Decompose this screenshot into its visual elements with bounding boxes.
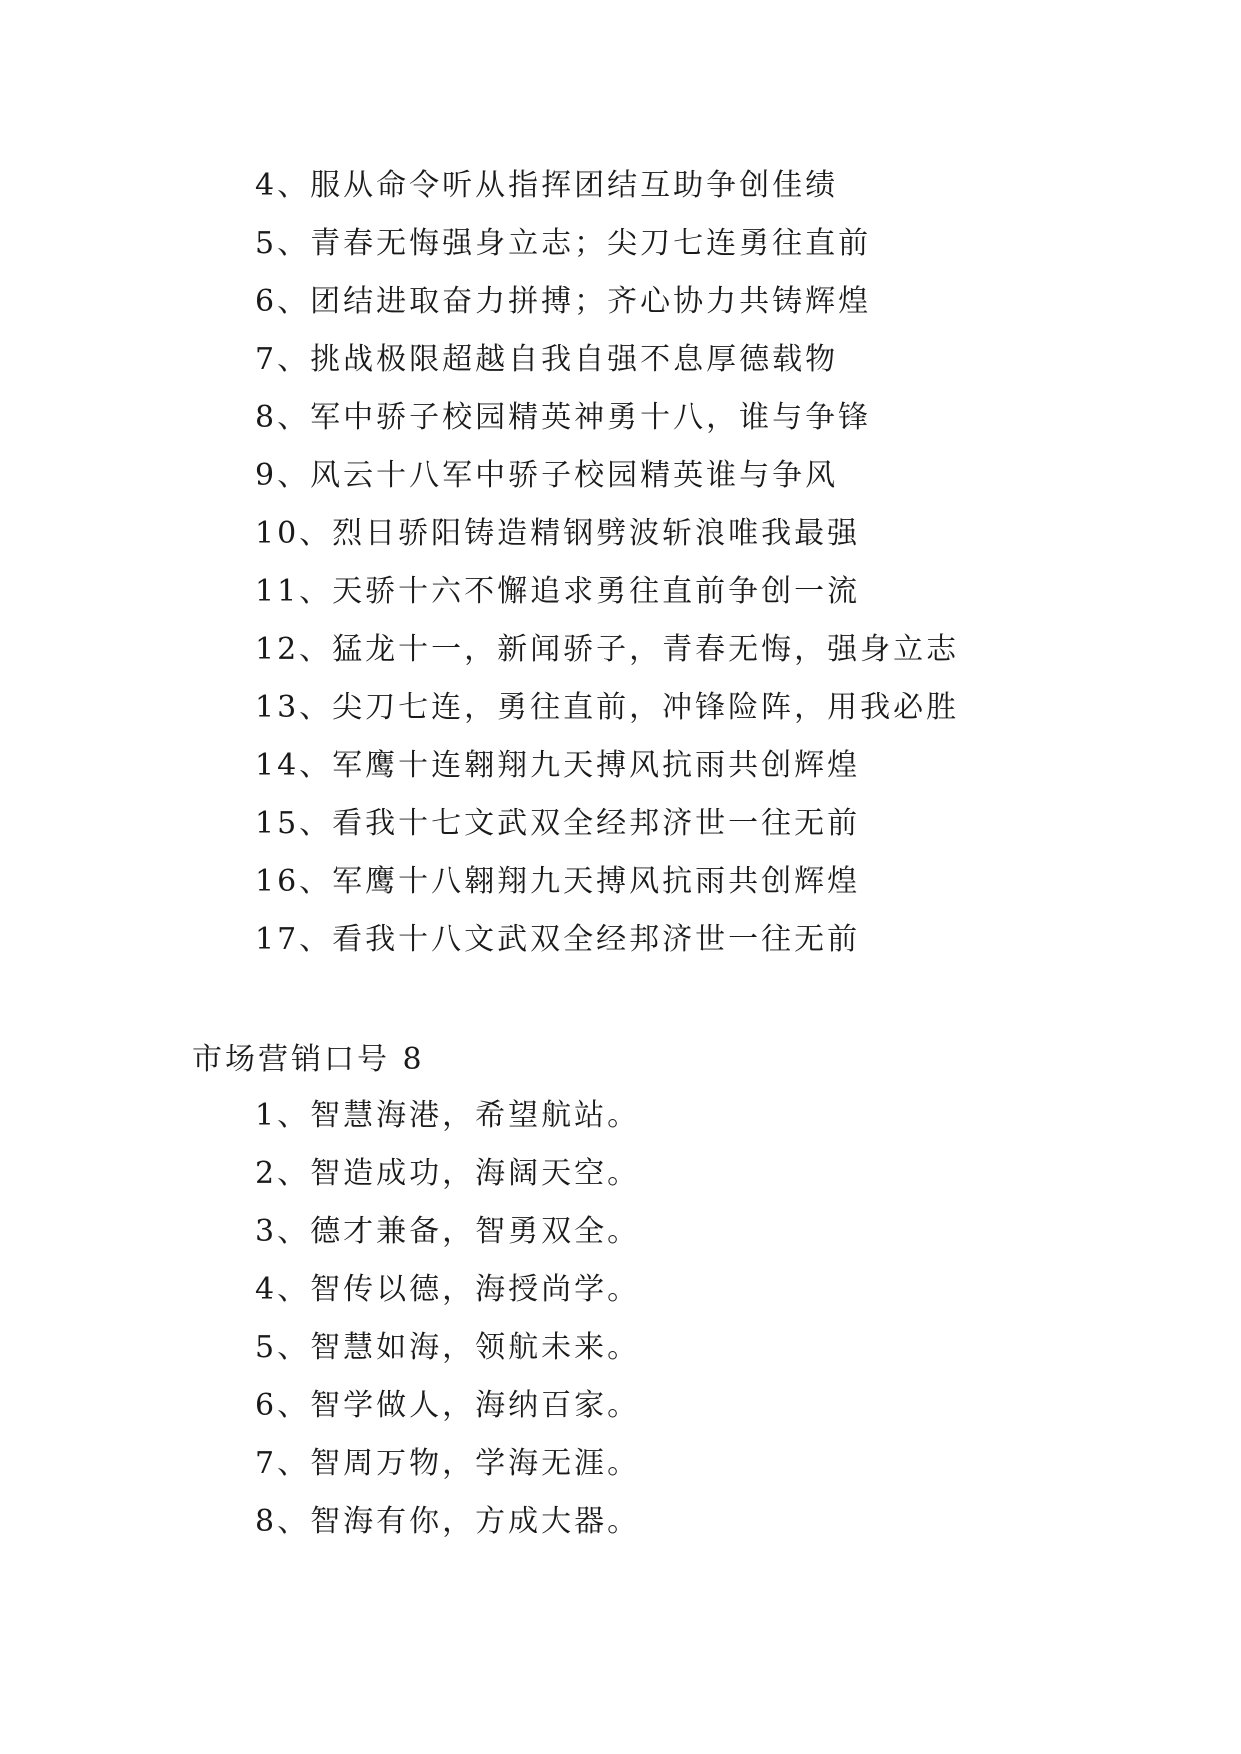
list-item: 4、服从命令听从指挥团结互助争创佳绩	[255, 168, 839, 203]
list-item: 15、看我十七文武双全经邦济世一往无前	[255, 806, 861, 841]
list-item: 2、智造成功，海阔天空。	[255, 1156, 641, 1191]
list-item: 10、烈日骄阳铸造精钢劈波斩浪唯我最强	[255, 516, 861, 551]
list-item: 1、智慧海港，希望航站。	[255, 1098, 641, 1133]
list-item: 12、猛龙十一，新闻骄子，青春无悔，强身立志	[255, 632, 960, 667]
list-item: 7、挑战极限超越自我自强不息厚德载物	[255, 342, 839, 377]
list-item: 4、智传以德，海授尚学。	[255, 1272, 641, 1307]
list-item: 7、智周万物，学海无涯。	[255, 1446, 641, 1481]
list-item: 16、军鹰十八翱翔九天搏风抗雨共创辉煌	[255, 864, 861, 899]
slogan-list-continued	[255, 157, 959, 969]
section-heading: 市场营销口号 8	[192, 1042, 425, 1077]
list-item: 11、天骄十六不懈追求勇往直前争创一流	[255, 574, 861, 609]
list-item: 14、军鹰十连翱翔九天搏风抗雨共创辉煌	[255, 748, 861, 783]
list-item: 13、尖刀七连，勇往直前，冲锋险阵，用我必胜	[255, 690, 960, 725]
list-item: 5、智慧如海，领航未来。	[255, 1330, 641, 1365]
list-item: 9、风云十八军中骄子校园精英谁与争风	[255, 458, 839, 493]
list-item: 3、德才兼备，智勇双全。	[255, 1214, 641, 1249]
list-item: 6、智学做人，海纳百家。	[255, 1388, 641, 1423]
marketing-slogan-list	[255, 1087, 640, 1551]
list-item: 8、军中骄子校园精英神勇十八，谁与争锋	[255, 400, 872, 435]
list-item: 6、团结进取奋力拼搏；齐心协力共铸辉煌	[255, 284, 872, 319]
list-item: 8、智海有你，方成大器。	[255, 1504, 641, 1539]
list-item: 17、看我十八文武双全经邦济世一往无前	[255, 922, 861, 957]
list-item: 5、青春无悔强身立志；尖刀七连勇往直前	[255, 226, 872, 261]
